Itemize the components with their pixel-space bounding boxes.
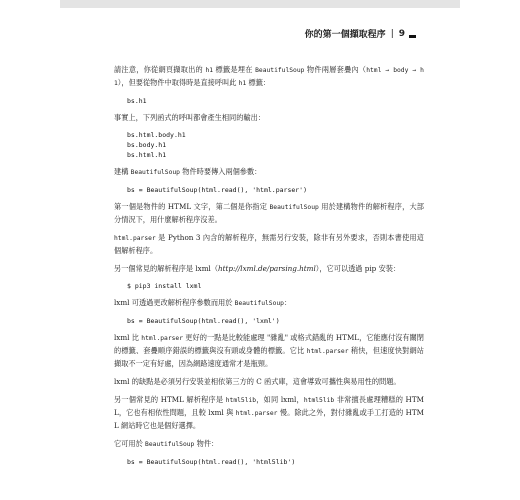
inline-code: html → body → h1: [114, 67, 424, 87]
text-run: 事實上，下列函式的呼叫都會產生相同的輸出：: [114, 113, 265, 122]
code-block-1: bs.h1: [127, 97, 147, 105]
inline-code: BeautifulSoup: [145, 441, 195, 448]
text-run: 標籤：: [246, 78, 271, 87]
inline-code: html.parser: [235, 410, 278, 417]
text-run: 請注意，你從網頁擷取出的: [114, 65, 206, 74]
inline-code: h1: [238, 80, 247, 87]
text-run: 慢。除此之外，對付雜亂或手工打造的 HTML 網站時它也是個好選擇。: [114, 408, 424, 430]
paragraph-11: [114, 438, 424, 451]
text-run: ，如同 lxml，: [256, 395, 304, 404]
inline-code: html5lib: [225, 397, 257, 404]
text-run: 稍快，但速度快對網站擷取不一定有好處，因為網路速度通常才是瓶頸。: [114, 346, 424, 368]
header-mark: [409, 35, 416, 38]
text-run: 另一個常見的 HTML 解析程序是: [114, 395, 226, 404]
text-run: 第一個是物件的 HTML 文字，第二個是你指定: [114, 202, 270, 211]
inline-code: html.parser: [141, 335, 183, 342]
paragraph-1: [114, 64, 424, 90]
text-run: 標籤是埋在: [213, 65, 256, 74]
code-block-5: bs = BeautifulSoup(html.read(), 'lxml'): [127, 317, 280, 325]
code-block-6: bs = BeautifulSoup(html.read(), 'html5lib'): [127, 458, 296, 466]
text-run: ），它可以透過 pip 安裝：: [315, 264, 401, 273]
inline-code: html5lib: [303, 397, 335, 404]
paragraph-3: [114, 166, 424, 179]
paragraph-10: [114, 394, 424, 432]
inline-code: BeautifulSoup: [234, 300, 284, 307]
text-run: 更好的一點是比較能處理 "雜亂" 或格式錯亂的 HTML，它能應付沒有關閉的標籤、套疊順序錯誤的標籤與沒有頭或身體的標籤。它比: [114, 333, 424, 355]
inline-url: http://lxml.de/parsing.html: [218, 264, 316, 273]
code-block-2: bs.html.body.h1 bs.body.h1 bs.html.h1: [127, 131, 186, 159]
chapter-title: 你的第一個擷取程序: [304, 30, 386, 40]
text-run: 它可用於: [114, 439, 146, 448]
page-number: 9: [398, 28, 405, 39]
text-run: 另一個常見的解析程序是 lxml（: [114, 264, 219, 273]
paragraph-7: [114, 297, 424, 310]
text-run: 物件兩層套疊內（: [304, 65, 367, 74]
page-top-bar: [60, 0, 460, 8]
inline-code: html.parser: [306, 348, 349, 355]
inline-code: BeautifulSoup: [130, 169, 180, 176]
paragraph-6: [114, 263, 424, 275]
text-run: 物件時要傳入兩個參數：: [179, 167, 262, 176]
page-body: [114, 64, 424, 473]
text-run: ），但要從物件中取得時是直接呼叫此: [117, 78, 239, 87]
text-run: 物件：: [194, 439, 219, 448]
text-run: 非常擅長處理糟糕的 HTML，它也有相依性問題，且較 lxml 與: [114, 395, 424, 417]
text-run: lxml 比: [114, 333, 142, 342]
paragraph-9: [114, 376, 424, 388]
text-run: ：: [283, 298, 292, 307]
text-run: 用於建構物件的解析程序，大部分情況下，用什麼解析程序沒差。: [114, 202, 424, 224]
running-header: [305, 27, 416, 40]
inline-code: h1: [205, 67, 214, 74]
paragraph-2: [114, 112, 424, 124]
inline-code: BeautifulSoup: [255, 67, 305, 74]
header-separator: |: [390, 28, 394, 39]
paragraph-5: [114, 232, 424, 257]
text-run: lxml 的缺點是必須另行安裝並相依第三方的 C 函式庫，這會導致可攜性與易用性的問題。: [114, 377, 401, 386]
code-block-4: $ pip3 install lxml: [127, 282, 202, 290]
text-run: 建構: [114, 167, 131, 176]
paragraph-4: [114, 201, 424, 226]
inline-code: BeautifulSoup: [269, 204, 319, 211]
text-run: 是 Python 3 內含的解析程序，無需另行安裝，除非有另外要求，否則本書使用這個解析程序。: [114, 233, 424, 255]
paragraph-8: [114, 332, 424, 370]
inline-code: html.parser: [114, 235, 156, 242]
code-block-3: bs = BeautifulSoup(html.read(), 'html.parser'): [127, 186, 308, 194]
text-run: lxml 可透過更改解析程序參數而用於: [114, 298, 235, 307]
